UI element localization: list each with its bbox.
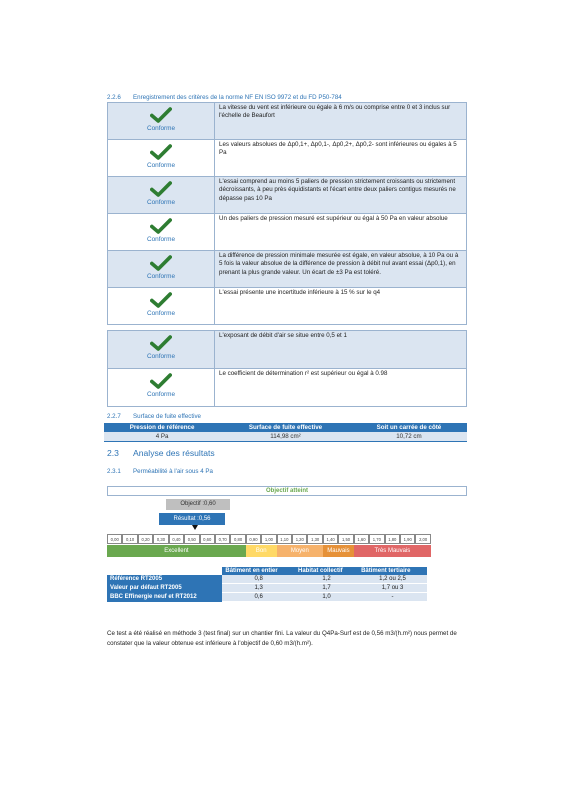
row-label: Valeur par défaut RT2005 <box>107 584 222 593</box>
table-row <box>107 593 427 602</box>
check-icon <box>150 181 172 198</box>
check-icon <box>150 255 172 272</box>
scale-tick: 1,60 <box>354 534 369 544</box>
criteria-row <box>108 177 467 214</box>
row-label: BBC Effinergie neuf et RT2012 <box>107 593 222 602</box>
table-cell: 1,7 ou 3 <box>358 584 427 593</box>
scale-tick: 0,10 <box>122 534 137 544</box>
table-cell: 10,72 cm <box>351 432 467 442</box>
grade-bon: Bon <box>246 545 277 557</box>
reference-table <box>107 567 427 602</box>
section-23-heading <box>107 448 215 458</box>
table-row <box>107 584 427 593</box>
table-cell: 1,2 <box>295 575 358 584</box>
criteria-text: La différence de pression minimale mesurée est égale, en valeur absolue, à 10 Pa ou à 5 fois la valeur absolue de la différence de pression à débit nul avant essai (Δp0,1), en prenant la plus grande valeur. Un écart de ±3 Pa est toléré. <box>215 251 467 288</box>
conclusion-paragraph: Ce test a été réalisé en méthode 3 (test final) sur un chantier fini. La valeur du Q4Pa-Surf est de 0,56 m3/(h.m²) nous permet de constater que la valeur obtenue est inférieure à l'objectif de 0,60 m3/(h.m²). <box>107 630 457 647</box>
status-label: Conforme <box>146 199 176 206</box>
criteria-row <box>108 140 467 177</box>
result-label: Résultat :0,56 <box>159 513 225 525</box>
check-icon <box>150 107 172 124</box>
section-number: 2.2.7 <box>107 413 121 420</box>
criteria-text: L'essai comprend au moins 5 paliers de pression strictement croissants ou strictement décroissants, à peu près équidistants et l'écart entre deux paliers contigus mesurés ne dépasse pas 10 Pa <box>215 177 467 214</box>
scale-tick: 2,00 <box>415 534 430 544</box>
objective-label: Objectif :0,60 <box>166 499 230 510</box>
section-number: 2.3.1 <box>107 468 121 475</box>
check-icon <box>150 218 172 235</box>
section-number: 2.2.6 <box>107 94 121 101</box>
table-cell: 4 Pa <box>104 432 220 442</box>
grade-tres-mauvais: Très Mauvais <box>354 545 431 557</box>
table-cell: - <box>358 593 427 602</box>
criteria-status-cell <box>108 140 215 177</box>
criteria-text: L'exposant de débit d'air se situe entre 0,5 et 1 <box>215 331 467 369</box>
scale-tick: 1,30 <box>307 534 322 544</box>
status-label: Conforme <box>146 273 176 280</box>
column-header: Bâtiment tertiaire <box>358 567 427 575</box>
criteria-text: Les valeurs absolues de Δp0,1+, Δp0,1-, Δp0,2+, Δp0,2- sont inférieures ou égales à 5 Pa <box>215 140 467 177</box>
scale-tick: 0,50 <box>184 534 199 544</box>
column-header <box>107 567 222 575</box>
criteria-status-cell <box>108 177 215 214</box>
check-icon <box>150 292 172 309</box>
scale-tick: 1,10 <box>277 534 292 544</box>
criteria-row <box>108 369 467 407</box>
table-cell: 0,8 <box>222 575 295 584</box>
scale-tick: 0,90 <box>246 534 261 544</box>
criteria-row <box>108 214 467 251</box>
table-header-row <box>104 423 467 432</box>
check-icon <box>150 335 172 352</box>
criteria-text: L'essai présente une incertitude inférieure à 15 % sur le q4 <box>215 288 467 325</box>
column-header: Bâtiment en entier <box>222 567 295 575</box>
table-row <box>104 432 467 442</box>
section-226-heading <box>107 94 342 101</box>
check-icon <box>150 373 172 390</box>
table-cell: 1,3 <box>222 584 295 593</box>
scale-tick: 0,20 <box>138 534 153 544</box>
criteria-status-cell <box>108 369 215 407</box>
criteria-status-cell <box>108 251 215 288</box>
table-cell: 1,0 <box>295 593 358 602</box>
scale-tick: 0,70 <box>215 534 230 544</box>
column-header: Surface de fuite effective <box>220 423 351 432</box>
scale-tick: 0,80 <box>230 534 245 544</box>
criteria-status-cell <box>108 331 215 369</box>
section-number: 2.3 <box>107 448 119 458</box>
status-label: Conforme <box>146 236 176 243</box>
criteria-row <box>108 288 467 325</box>
section-227-heading <box>107 413 201 420</box>
criteria-status-cell <box>108 214 215 251</box>
criteria-text: Un des paliers de pression mesuré est supérieur ou égal à 50 Pa en valeur absolue <box>215 214 467 251</box>
column-header: Soit un carrée de côté <box>351 423 467 432</box>
criteria-row <box>108 331 467 369</box>
table-cell: 0,6 <box>222 593 295 602</box>
scale-tick: 0,00 <box>107 534 122 544</box>
scale-tick: 1,40 <box>323 534 338 544</box>
grade-mauvais: Mauvais <box>323 545 354 557</box>
criteria-row <box>108 251 467 288</box>
section-title: Enregistrement des critères de la norme NF EN ISO 9972 et du FD P50-784 <box>133 94 342 101</box>
objective-banner: Objectif atteint <box>107 486 467 496</box>
scale-tick: 1,80 <box>385 534 400 544</box>
scale-tick: 1,70 <box>369 534 384 544</box>
criteria-text: Le coefficient de détermination r² est supérieur ou égal à 0.98 <box>215 369 467 407</box>
status-label: Conforme <box>146 310 176 317</box>
status-label: Conforme <box>146 353 176 360</box>
table-cell: 114,98 cm² <box>220 432 351 442</box>
table-header-row <box>107 567 427 575</box>
criteria-status-cell <box>108 288 215 325</box>
section-title: Surface de fuite effective <box>133 413 201 420</box>
scale-tick: 0,60 <box>200 534 215 544</box>
scale-tick: 1,50 <box>338 534 353 544</box>
table-cell: 1,7 <box>295 584 358 593</box>
criteria-table <box>107 102 467 325</box>
permeability-scale <box>107 534 431 544</box>
table-cell: 1,2 ou 2,5 <box>358 575 427 584</box>
result-marker-icon <box>192 525 198 530</box>
section-title: Analyse des résultats <box>133 448 215 458</box>
table-row <box>107 575 427 584</box>
column-header: Pression de référence <box>104 423 220 432</box>
scale-tick: 1,90 <box>400 534 415 544</box>
status-label: Conforme <box>146 162 176 169</box>
row-label: Référence RT2005 <box>107 575 222 584</box>
scale-tick: 1,00 <box>261 534 276 544</box>
criteria-status-cell <box>108 103 215 140</box>
section-231-heading <box>107 468 213 475</box>
status-label: Conforme <box>146 391 176 398</box>
column-header: Habitat collectif <box>295 567 358 575</box>
scale-tick: 0,30 <box>153 534 168 544</box>
status-label: Conforme <box>146 125 176 132</box>
criteria-text: La vitesse du vent est inférieure ou égale à 6 m/s ou comprise entre 0 et 3 inclus sur l'échelle de Beaufort <box>215 103 467 140</box>
surface-table <box>104 423 467 442</box>
grade-excellent: Excellent <box>107 545 246 557</box>
grade-moyen: Moyen <box>277 545 323 557</box>
scale-tick: 1,20 <box>292 534 307 544</box>
check-icon <box>150 144 172 161</box>
criteria-row <box>108 103 467 140</box>
criteria-table-2 <box>107 330 467 407</box>
scale-tick: 0,40 <box>169 534 184 544</box>
section-title: Perméabilité à l'air sous 4 Pa <box>133 468 213 475</box>
